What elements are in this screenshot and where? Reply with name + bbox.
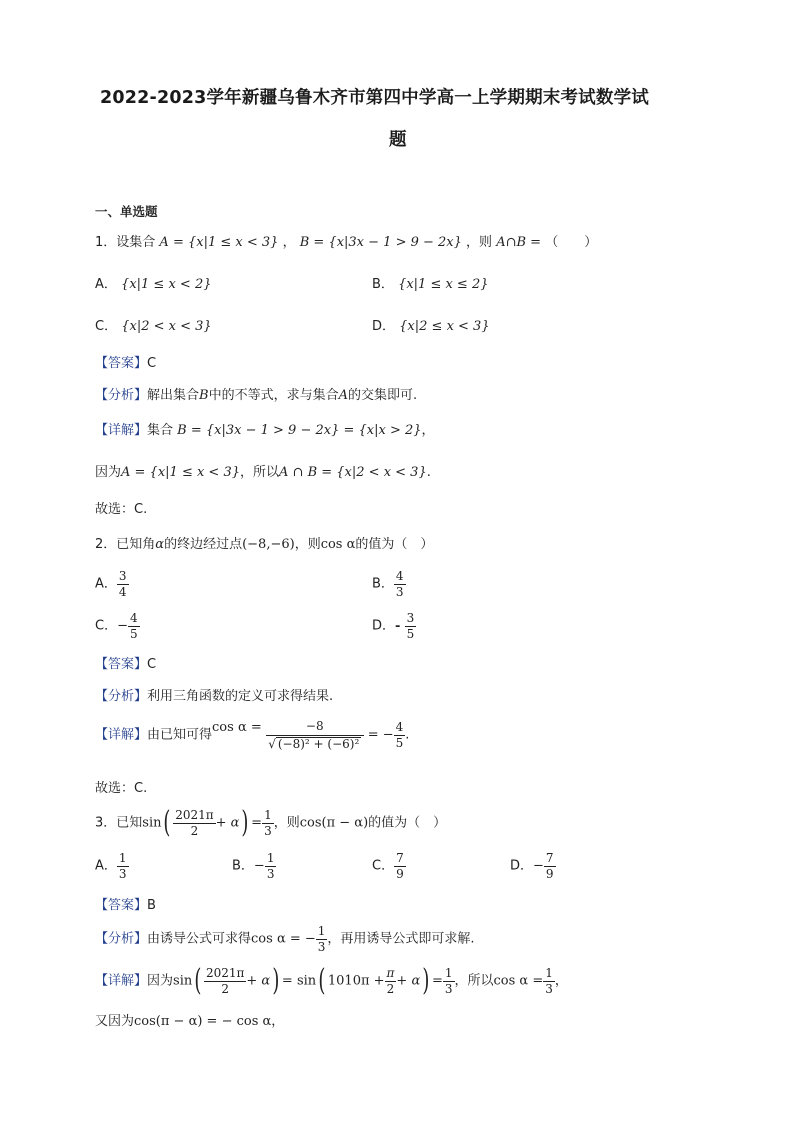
q2-detail: 【详解】由已知可得cos α = $\frac{-8}{\text{√ (−8)² + (−6)²}}$ = − $\frac{4}{5}$ . (95, 719, 410, 751)
section-heading: 一、单选题 (95, 204, 158, 219)
q2-choose: 故选：C. (95, 781, 148, 796)
option-text: {x|1 ≤ x < 2} (121, 277, 212, 292)
q1-detail-line2: 因为A = {x|1 ≤ x < 3}，所以A ∩ B = {x|2 < x < 3}. (95, 465, 431, 480)
option-text: {x|2 ≤ x < 3} (399, 319, 490, 334)
option-letter: A． (95, 277, 117, 292)
q1-ask-expr: A∩B = (496, 235, 542, 250)
q2-option-d: D．- $\frac{3}{5}$ (372, 611, 415, 641)
page-title: 2022-2023学年新疆乌鲁木齐市第四中学高一上学期期末考试数学试 (100, 88, 649, 108)
q1-answer (95, 356, 156, 372)
q3-option-a: A． $\frac{1}{3}$ (95, 851, 127, 881)
q2-answer: 【答案】C (95, 657, 157, 672)
q2-option-c: C．− $\frac{4}{5}$ (95, 611, 138, 641)
q2-option-b: B． $\frac{4}{3}$ (372, 569, 404, 599)
q1-ask: ，则 (466, 235, 493, 250)
answer-tag: 【答案】 (95, 356, 148, 371)
q1-set-a: A = {x|1 ≤ x < 3} (159, 235, 279, 250)
option-letter: D． (372, 319, 396, 334)
q1-choose: 故选：C. (95, 502, 148, 517)
page-title-line2: 题 (389, 130, 407, 150)
q1-number: 1．设集合 (95, 235, 156, 250)
option-text: {x|1 ≤ x ≤ 2} (398, 277, 489, 292)
q3-detail: 【详解】因为sin( $\frac{2021\pi}{2}$ + α) = sin( 1010π + $\frac{\pi}{2}$ + α) = $\frac{1}{3}$ ，所以cos α = $\frac{1}{3}$ ， (95, 963, 568, 998)
question-1: 1．设集合 A = {x|1 ≤ x < 3} ， B = {x|3x − 1 > 9 − 2x} ，则 A∩B = （ ） (95, 235, 598, 250)
q3-option-c: C． $\frac{7}{9}$ (372, 851, 404, 881)
detail-tag: 【详解】 (95, 423, 148, 438)
answer-value: C (147, 356, 157, 371)
q1-blank: （ ） (545, 235, 598, 250)
analysis-tag: 【分析】 (95, 388, 148, 403)
question-3: 3．已知sin( $\frac{2021\pi}{2}$ + α) = $\frac{1}{3}$ ，则cos(π − α)的值为（ ） (95, 805, 447, 840)
option-letter: B． (372, 277, 394, 292)
q3-analysis: 【分析】由诱导公式可求得cos α = − $\frac{1}{3}$ ，再用诱导公式即可求解. (95, 924, 475, 954)
q1-option-a (95, 277, 212, 293)
q1-detail: 【详解】集合 B = {x|3x − 1 > 9 − 2x} = {x|x > 2}， (95, 423, 435, 438)
q3-option-b: B．− $\frac{1}{3}$ (232, 851, 275, 881)
q3-answer: 【答案】B (95, 898, 156, 913)
option-text: {x|2 < x < 3} (121, 319, 212, 334)
q3-detail-line2: 又因为cos(π − α) = − cos α， (95, 1014, 285, 1029)
q2-option-a: A． $\frac{3}{4}$ (95, 569, 127, 599)
question-2: 2．已知角α的终边经过点(−8,−6)，则cos α的值为（ ） (95, 537, 434, 552)
q1-option-b (372, 277, 489, 293)
q3-option-d: D．− $\frac{7}{9}$ (510, 851, 554, 881)
q1-option-c (95, 319, 212, 335)
q1-set-b: B = {x|3x − 1 > 9 − 2x} (299, 235, 462, 250)
q1-option-d (372, 319, 490, 335)
q1-analysis: 【分析】解出集合B中的不等式，求与集合A的交集即可. (95, 388, 418, 403)
option-letter: C． (95, 319, 118, 334)
q2-analysis: 【分析】利用三角函数的定义可求得结果. (95, 689, 334, 704)
